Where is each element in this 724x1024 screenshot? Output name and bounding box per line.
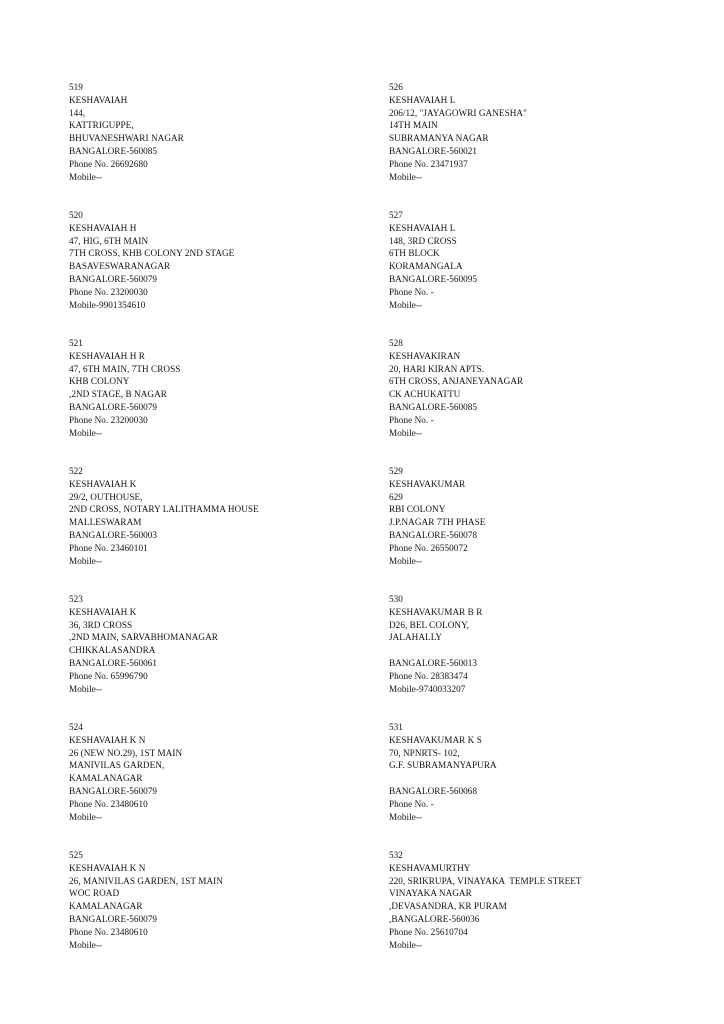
entry-detail-line: 148, 3RD CROSS: [389, 235, 457, 246]
entry-detail-line: Mobile--: [69, 555, 103, 566]
right-column: [389, 81, 709, 977]
entry-detail-line: BANGALORE-560003: [69, 529, 158, 540]
entry-detail-line: VINAYAKA NAGAR: [389, 888, 472, 899]
entry-detail-line: Mobile--: [389, 939, 423, 950]
entry-name: KESHAVAIAH K: [69, 606, 137, 617]
directory-entry: [389, 209, 709, 337]
entry-name: KESHAVAIAH: [69, 94, 128, 105]
entry-detail-line: 7TH CROSS, KHB COLONY 2ND STAGE: [69, 248, 235, 259]
entry-detail-line: CK ACHUKATTU: [389, 389, 461, 400]
entry-detail-line: J.P.NAGAR 7TH PHASE: [389, 517, 486, 528]
entry-detail-line: BANGALORE-560079: [69, 273, 158, 284]
entry-detail-line: 220, SRIKRUPA, VINAYAKA TEMPLE STREET: [389, 875, 582, 886]
entry-detail-line: Phone No. 26692680: [69, 158, 148, 169]
entry-detail-line: Mobile--: [389, 555, 423, 566]
entry-name: KESHAVAIAH K: [69, 478, 137, 489]
entry-number: 520: [69, 210, 83, 220]
entry-detail-line: BANGALORE-560079: [69, 401, 158, 412]
entry-detail-line: Mobile-9901354610: [69, 299, 146, 310]
entry-detail-line: 2ND CROSS, NOTARY LALITHAMMA HOUSE: [69, 504, 259, 515]
entry-detail-line: MANIVILAS GARDEN,: [69, 760, 165, 771]
directory-entry: [69, 209, 389, 337]
entry-detail-line: JALAHALLY: [389, 632, 443, 643]
entry-name: KESHAVAKUMAR K S: [389, 734, 482, 745]
entry-number: 526: [389, 82, 403, 92]
entry-detail-line: 20, HARI KIRAN APTS.: [389, 363, 485, 374]
entry-detail-line: BANGALORE-560021: [389, 145, 478, 156]
entry-detail-line: Mobile--: [389, 427, 423, 438]
entry-detail-line: G.F. SUBRAMANYAPURA: [389, 760, 497, 771]
entry-name: KESHAVAIAH K N: [69, 862, 146, 873]
entry-number: 523: [69, 594, 83, 604]
entry-detail-line: Phone No. 23200030: [69, 286, 148, 297]
entry-detail-line: RBI COLONY: [389, 504, 446, 515]
entry-detail-line: MALLESWARAM: [69, 517, 142, 528]
entry-detail-line: Phone No. 23480610: [69, 926, 148, 937]
entry-detail-line: ,DEVASANDRA, KR PURAM: [389, 901, 507, 912]
directory-entry: [69, 337, 389, 465]
entry-detail-line: CHIKKALASANDRA: [69, 645, 156, 656]
entry-number: 527: [389, 210, 403, 220]
entry-detail-line: Phone No. -: [389, 798, 434, 809]
entry-detail-line: Mobile--: [69, 683, 103, 694]
entry-detail-line: ,2ND STAGE, B NAGAR: [69, 389, 167, 400]
entry-number: 529: [389, 466, 403, 476]
entry-name: KESHAVAIAH H R: [69, 350, 145, 361]
entry-detail-line: Mobile--: [389, 299, 423, 310]
entry-detail-line: Phone No. 65996790: [69, 670, 148, 681]
entry-detail-line: KAMALANAGAR: [69, 901, 143, 912]
entry-detail-line: 629: [389, 491, 403, 502]
entry-detail-line: 26, MANIVILAS GARDEN, 1ST MAIN: [69, 875, 223, 886]
entry-detail-line: BANGALORE-560013: [389, 657, 478, 668]
entry-detail-line: BANGALORE-560079: [69, 785, 158, 796]
entry-detail-line: BANGALORE-560095: [389, 273, 478, 284]
entry-detail-line: D26, BEL COLONY,: [389, 619, 469, 630]
directory-entry: [389, 465, 709, 593]
entry-detail-line: BASAVESWARANAGAR: [69, 261, 171, 272]
entry-detail-line: Phone No. 23200030: [69, 414, 148, 425]
entry-detail-line: BHUVANESHWARI NAGAR: [69, 133, 184, 144]
entry-detail-line: Phone No. 26550072: [389, 542, 468, 553]
entry-detail-line: Mobile--: [69, 171, 103, 182]
entry-detail-line: ,BANGALORE-560036: [389, 913, 480, 924]
entry-detail-line: KHB COLONY: [69, 376, 130, 387]
entry-detail-line: KATTRIGUPPE,: [69, 120, 134, 131]
directory-entry: [69, 465, 389, 593]
entry-number: 519: [69, 82, 83, 92]
entry-name: KESHAVAIAH L: [389, 222, 456, 233]
entry-name: KESHAVAIAH L: [389, 94, 456, 105]
entry-number: 532: [389, 850, 403, 860]
entry-detail-line: Phone No. 28383474: [389, 670, 468, 681]
entry-detail-line: [389, 772, 709, 785]
entry-detail-line: 70, NPNRTS- 102,: [389, 747, 460, 758]
left-column: [69, 81, 389, 977]
entry-detail-line: Phone No. 23471937: [389, 158, 468, 169]
entry-name: KESHAVAKUMAR: [389, 478, 466, 489]
entry-name: KESHAVAIAH K N: [69, 734, 146, 745]
entry-detail-line: 29/2, OUTHOUSE,: [69, 491, 143, 502]
entry-number: 531: [389, 722, 403, 732]
directory-entry: [69, 721, 389, 849]
entry-detail-line: BANGALORE-560061: [69, 657, 158, 668]
entry-number: 525: [69, 850, 83, 860]
entry-detail-line: BANGALORE-560085: [69, 145, 158, 156]
entry-detail-line: 47, 6TH MAIN, 7TH CROSS: [69, 363, 181, 374]
entry-detail-line: 144,: [69, 107, 86, 118]
entry-detail-line: Phone No. -: [389, 286, 434, 297]
entry-number: 528: [389, 338, 403, 348]
entry-detail-line: BANGALORE-560085: [389, 401, 478, 412]
entry-detail-line: ,2ND MAIN, SARVABHOMANAGAR: [69, 632, 218, 643]
entry-detail-line: Mobile--: [69, 427, 103, 438]
entry-detail-line: 26 (NEW NO.29), 1ST MAIN: [69, 747, 183, 758]
directory-entry: [69, 593, 389, 721]
entry-detail-line: Mobile--: [389, 171, 423, 182]
entry-detail-line: BANGALORE-560078: [389, 529, 478, 540]
entry-number: 522: [69, 466, 83, 476]
directory-entry: [389, 337, 709, 465]
entry-detail-line: 206/12, "JAYAGOWRI GANESHA": [389, 107, 527, 118]
entry-detail-line: Mobile-9740033207: [389, 683, 466, 694]
entry-detail-line: Mobile--: [389, 811, 423, 822]
entry-detail-line: Phone No. 23480610: [69, 798, 148, 809]
directory-entry: [69, 849, 389, 977]
entry-number: 530: [389, 594, 403, 604]
entry-detail-line: 47, HIG, 6TH MAIN: [69, 235, 149, 246]
directory-entry: [389, 81, 709, 209]
entry-detail-line: WOC ROAD: [69, 888, 120, 899]
entry-detail-line: SUBRAMANYA NAGAR: [389, 133, 489, 144]
entry-detail-line: Phone No. 23460101: [69, 542, 148, 553]
entry-name: KESHAVAKUMAR B R: [389, 606, 483, 617]
entry-detail-line: Phone No. -: [389, 414, 434, 425]
entry-detail-line: [389, 644, 709, 657]
entry-number: 521: [69, 338, 83, 348]
entry-name: KESHAVAIAH H: [69, 222, 137, 233]
entry-detail-line: Phone No. 25610704: [389, 926, 468, 937]
entry-detail-line: KORAMANGALA: [389, 261, 463, 272]
entry-detail-line: KAMALANAGAR: [69, 773, 143, 784]
directory-entry: [69, 81, 389, 209]
directory-entry: [389, 593, 709, 721]
directory-entry: [389, 721, 709, 849]
entry-detail-line: 36, 3RD CROSS: [69, 619, 133, 630]
entry-number: 524: [69, 722, 83, 732]
entry-name: KESHAVAKIRAN: [389, 350, 461, 361]
entry-detail-line: 14TH MAIN: [389, 120, 438, 131]
entry-name: KESHAVAMURTHY: [389, 862, 471, 873]
entry-detail-line: BANGALORE-560079: [69, 913, 158, 924]
directory-entry: [389, 849, 709, 977]
entry-detail-line: 6TH CROSS, ANJANEYANAGAR: [389, 376, 524, 387]
entry-detail-line: 6TH BLOCK: [389, 248, 440, 259]
entry-detail-line: Mobile--: [69, 811, 103, 822]
entry-detail-line: Mobile--: [69, 939, 103, 950]
entry-detail-line: BANGALORE-560068: [389, 785, 478, 796]
